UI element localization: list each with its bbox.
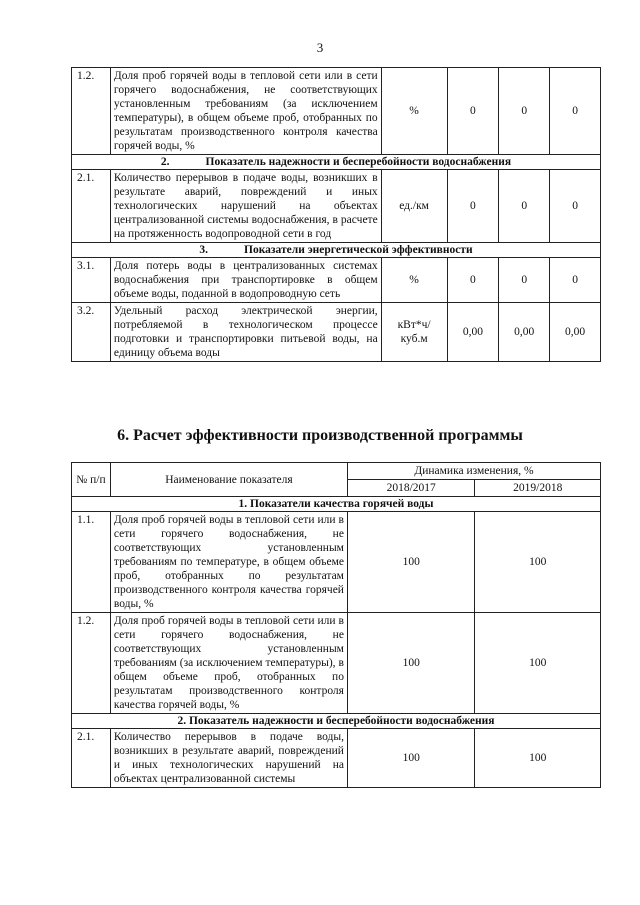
value-cell: 0 (499, 258, 550, 303)
row-number: 2.1. (72, 170, 111, 243)
row-number: 3.1. (72, 258, 111, 303)
section-row (72, 243, 601, 258)
indicator-text: Количество перерывов в подаче воды, возникших в результате аварий, повреждений и иных технологических нарушений на объектах централизованной системы водоснабжения, в расчете на протяженность водопроводной сети в год (110, 170, 381, 243)
section-label: Показатели энергетической эффективности (244, 244, 473, 256)
row-number: 1.2. (72, 68, 111, 155)
table-row (72, 512, 601, 613)
header-year-2: 2019/2018 (475, 480, 601, 497)
table-row (72, 68, 601, 155)
value-cell: 0 (499, 68, 550, 155)
section-row (72, 714, 601, 729)
section-number: 3. (199, 244, 209, 256)
section-row (72, 155, 601, 170)
value-cell: 100 (475, 613, 601, 714)
efficiency-table (71, 462, 601, 788)
row-number: 2.1. (72, 729, 111, 788)
indicator-text: Доля потерь воды в централизованных системах водоснабжения при транспортировке в общем объеме воды, поданной в водопроводную сеть (110, 258, 381, 303)
section-number: 2. (160, 156, 170, 168)
table-row (72, 613, 601, 714)
value-cell: 0 (550, 170, 601, 243)
indicator-text: Количество перерывов в подаче воды, возникших в результате аварий, повреждений и иных технологических нарушений на объектах централизованной системы (110, 729, 347, 788)
value-cell: 0 (447, 68, 499, 155)
value-cell: 100 (347, 729, 475, 788)
header-indicator-name: Наименование показателя (110, 463, 347, 497)
section-title: 2. Показатель надежности и бесперебойности водоснабжения (72, 714, 601, 729)
unit-cell: % (381, 68, 447, 155)
value-cell: 100 (347, 512, 475, 613)
section-heading: 6. Расчет эффективности производственной программы (117, 427, 523, 444)
indicator-text: Доля проб горячей воды в тепловой сети или в сети горячего водоснабжения, не соответствующих установленным требованиям по температуре, в общем объеме проб, отобранных по результатам производственного контроля качества горячей воды, % (110, 512, 347, 613)
indicator-text: Доля проб горячей воды в тепловой сети или в сети горячего водоснабжения, не соответствующих установленным требованиям (за исключением температуры), в общем объеме проб, отобранных по результатам производственного контроля качества горячей воды, % (110, 613, 347, 714)
unit-cell: кВт*ч/ куб.м (381, 303, 447, 362)
value-cell: 100 (475, 512, 601, 613)
unit-cell: % (381, 258, 447, 303)
row-number: 3.2. (72, 303, 111, 362)
indicators-table (71, 67, 601, 362)
section-title (72, 243, 601, 258)
value-cell: 0,00 (499, 303, 550, 362)
value-cell: 0 (447, 170, 499, 243)
header-dynamics: Динамика изменения, % (347, 463, 600, 480)
value-cell: 100 (475, 729, 601, 788)
table-row (72, 729, 601, 788)
section-row (72, 497, 601, 512)
row-number: 1.1. (72, 512, 111, 613)
table-row (72, 258, 601, 303)
header-num: № п/п (72, 463, 111, 497)
row-number: 1.2. (72, 613, 111, 714)
section-title (72, 155, 601, 170)
value-cell: 0 (499, 170, 550, 243)
value-cell: 100 (347, 613, 475, 714)
unit-cell: ед./км (381, 170, 447, 243)
table-row (72, 170, 601, 243)
value-cell: 0 (447, 258, 499, 303)
indicator-text: Доля проб горячей воды в тепловой сети или в сети горячего водоснабжения, не соответствующих установленным требованиям (за исключением температуры), в общем объеме проб, отобранных по результатам производственного контроля качества горячей воды, % (110, 68, 381, 155)
indicator-text: Удельный расход электрической энергии, потребляемой в технологическом процессе подготовки и транспортировки питьевой воды, на единицу объема воды (110, 303, 381, 362)
table-row (72, 303, 601, 362)
section-label: Показатель надежности и бесперебойности водоснабжения (205, 156, 512, 168)
value-cell: 0 (550, 258, 601, 303)
value-cell: 0,00 (447, 303, 499, 362)
section-title: 1. Показатели качества горячей воды (72, 497, 601, 512)
page-number: 3 (316, 40, 324, 55)
value-cell: 0 (550, 68, 601, 155)
value-cell: 0,00 (550, 303, 601, 362)
header-year-1: 2018/2017 (347, 480, 475, 497)
